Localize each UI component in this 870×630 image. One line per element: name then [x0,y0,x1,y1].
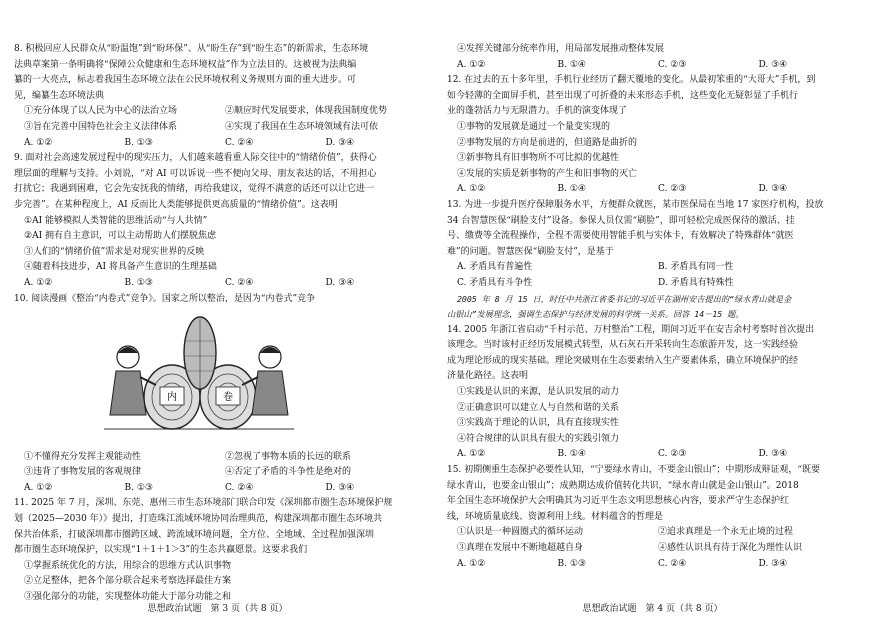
q11-choice: B. ①④ [557,59,586,70]
note-line: 山银山”发展理念，强调生态保护与经济发展的科学统一关系。回答 14－15 题。 [447,309,744,320]
q11-option: ②立足整体，把各个部分联合起来考察选择最佳方案 [24,576,232,587]
q9-choice: A. ①② [24,277,53,288]
q10-option: ②忽视了事物本质的长远的联系 [225,451,352,462]
q14-option: ③实践高于理论的认识，具有直接现实性 [457,418,620,429]
q9-choice: B. ①③ [124,277,153,288]
q11-option: ④发挥关键部分统率作用，用局部发展推动整体发展 [457,44,665,54]
page-footer: 思想政治试题 第 4 页（共 8 页） [582,604,723,614]
q9-option: ①AI 能够模拟人类智能的思维活动“与人共情” [24,215,208,226]
q13-choice: A. 矛盾具有普遍性 [457,262,533,273]
q8-choice: A. ①② [24,137,53,148]
question-11 [14,496,426,605]
comic-label-nei: 内 [167,392,177,404]
q10-choice: C. ②④ [225,482,254,493]
q9-stem-line: 理层面的理解与支持。小刘说，“对 AI 可以诉说一些不便向父母、朋友表达的话，不用担心 [14,168,377,179]
q13-stem-line: 难”的问题。智慧医保“刷脸支付”，是基于 [447,246,614,257]
q11-choice: C. ②③ [658,59,687,70]
q15-choice: D. ③④ [758,558,788,569]
q8-stem-line: 法典草案第一条明确将“保障公众健康和生态环境权益”作为立法目的。这被视为法典编 [14,59,357,70]
q13-choice: B. 矛盾具有同一性 [658,262,734,273]
question-13 [447,198,859,292]
q8-stem-line: 8. 积极回应人民群众从“盼温饱”到“盼环保”、从“盼生存”到“盼生态”的新需求，生态环境 [14,44,369,54]
q12-stem-line: 如今轻薄的全面屏手机，甚至出现了可折叠的未来形态手机，这些变化无疑彰显了手机行 [447,90,799,101]
q8-option: ①充分体现了以人民为中心的法治立场 [24,106,178,117]
q9-choice: D. ③④ [325,277,355,288]
q14-option: ①实践是认识的来源，是认识发展的动力 [457,387,620,398]
q8-stem-line: 见，编纂生态环境法典 [14,90,105,101]
q14-choice: D. ③④ [758,449,788,460]
question-10 [14,292,426,497]
q11-option: ①掌握系统优化的方法，用综合的思维方式认识事物 [24,560,232,571]
q12-stem-line: 12. 在过去的五十多年里，手机行业经历了翻天覆地的变化。从最初笨重的“大哥大”手机，到 [447,75,816,86]
question-12 [447,73,859,198]
q15-stem-line: 绿水青山，也要金山银山”；成熟期达成价值转化共识，“绿水青山就是金山银山”。2018 [447,480,799,491]
q8-stem-line: 纂的一大亮点，标志着我国生态环境立法在公民环境权利义务规则方面的重大进步。可 [14,75,357,86]
q14-choice: C. ②③ [658,449,687,460]
q13-stem-line: 号、缴费等全流程操作，全程不需要使用智能手机与实体卡，有效解决了特殊群体“就医 [447,231,794,242]
q12-option: ④发展的实质是新事物的产生和旧事物的灭亡 [457,168,638,179]
q11-choice: A. ①② [457,59,486,70]
q13-stem-line: 34 台智慧医保“刷脸支付”设备。参保人员仅需“刷脸”，即可轻松完成医保待的激活、挂 [447,215,795,226]
q9-option: ③人们的“情绪价值”需求是对现实世界的反映 [24,246,205,257]
right-column [447,42,859,572]
q10-stem: 10. 阅读漫画《整治“内卷式”竞争》。国家之所以整治，是因为“内卷式”竞争 [14,293,316,304]
question-14 [447,323,859,463]
q13-choice: D. 矛盾具有特殊性 [658,277,734,288]
q11-stem-line: 划（2025—2030 年）》提出，打造珠江流域环境协同治理典范，构建深圳都市圈生态环境共 [14,514,383,525]
q8-choice: D. ③④ [325,137,355,148]
q9-option: ④随着科技进步，AI 将具备产生意识的生理基础 [24,262,217,273]
q10-choice: D. ③④ [325,482,355,493]
q12-choice: C. ②③ [658,184,687,195]
q8-choice: C. ②④ [225,137,254,148]
left-column [14,42,426,606]
q12-option: ③新事物具有旧事物所不可比拟的优越性 [457,153,620,164]
q9-option: ②AI 拥有自主意识，可以主动帮助人们摆脱焦虑 [24,231,216,242]
q14-stem-line: 14. 2005 年浙江省启动“千村示范、万村整治”工程，期间习近平在安吉余村考察时首次提出 [447,324,815,335]
q14-stem-line: 济量化路径。这表明 [447,371,529,382]
q10-choice: A. ①② [24,482,53,493]
q15-option: ③真理在发展中不断地超越自身 [457,543,584,553]
page-4 [435,0,870,630]
comic-illustration [94,311,304,439]
q15-stem-line: 年全国生态环境保护大会明确其为习近平生态文明思想核心内容，要求严守生态保护红 [447,496,790,507]
q14-option: ④符合规律的认识具有很大的实践引领力 [457,433,620,444]
q9-stem-line: 步完善”。在某种程度上，AI 反而比人类能够提供更高质量的“情绪价值”。这表明 [14,199,338,210]
q14-choice: B. ①④ [557,449,586,460]
q8-option: ②顺应时代发展要求，体现我国制度优势 [225,106,388,117]
q10-option: ④否定了矛盾的斗争性是绝对的 [225,467,352,478]
q8-option: ③旨在完善中国特色社会主义法律体系 [24,121,178,132]
q15-option: ④感性认识具有待于深化为理性认识 [658,543,803,553]
q12-stem-line: 业的蓬勃活力与无限潜力。手机的演变体现了 [447,106,628,117]
q15-option: ②追求真理是一个永无止境的过程 [658,527,794,538]
q8-choice: B. ①③ [124,137,153,148]
question-11-continued [447,42,859,73]
q15-stem-line: 15. 初期侧重生态保护必要性认知，“宁要绿水青山，不要金山银山”；中期形成辩证观，“既要 [447,465,820,476]
q10-option: ①不懂得充分发挥主观能动性 [24,451,142,462]
question-15 [447,463,859,572]
q13-choice: C. 矛盾具有斗争性 [457,277,533,288]
q15-choice: A. ①② [457,558,486,569]
material-note [447,292,859,323]
q14-stem-line: 该理念。当时该村正经历发展模式转型，从石灰石开采转向生态旅游开发，这一实践经验 [447,340,799,351]
q9-stem-line: 9. 面对社会高速发展过程中的现实压力，人们越来越看重人际交往中的“情绪价值”，获得心 [14,153,377,164]
q8-option: ④实现了我国在生态环境领域有法可依 [225,121,379,132]
q10-choice: B. ①③ [124,482,153,493]
question-9 [14,151,426,291]
q15-choice: B. ①③ [557,558,586,569]
q15-stem-line: 线，环境质量底线、资源利用上线。材料蕴含的哲理是 [447,511,664,522]
q9-stem-line: 打扰它；我遇到困难，它会先安抚我的情绪，再给我建议，觉得不满意的话还可以让它进一 [14,184,375,195]
q14-stem-line: 成为理论形成的现实基础。理论突破则在生态要素纳入生产要素体系，确立环境保护的经 [447,355,799,366]
q12-option: ②事物发展的方向是前进的，但道路是曲折的 [457,137,638,148]
q11-choice: D. ③④ [758,59,788,70]
q11-option: ③强化部分的功能，实现整体功能大于部分功能之和 [24,592,232,603]
q14-choice: A. ①② [457,449,486,460]
q12-choice: A. ①② [457,184,486,195]
q13-stem-line: 13. 为进一步提升医疗保障服务水平，方便群众就医，某市医保局在当地 17 家医疗机构，投放 [447,199,824,210]
comic-label-juan: 卷 [223,392,233,404]
q12-choice: B. ①④ [557,184,586,195]
q12-option: ①事物的发展就是通过一个量变实现的 [457,121,611,132]
q11-stem-line: 保共治体系，打破深圳都市圈跨区域、跨流域环境问题，全方位、全地域、全过程加强深圳 [14,529,375,540]
q11-stem-line: 都市圈生态环境保护，以实现“1＋1＋1＞3”的生态共赢愿景。这要求我们 [14,545,308,556]
q15-option: ①认识是一种圆圈式的循环运动 [457,527,584,538]
page-footer: 思想政治试题 第 3 页（共 8 页） [147,604,288,614]
q11-stem-line: 11. 2025 年 7 月，深圳、东莞、惠州三市生态环境部门联合印发《深圳都市圈生态环境保护规 [14,498,393,509]
q10-option: ③违背了事物发展的客观规律 [24,467,142,478]
central-disc [184,317,216,389]
q9-choice: C. ②④ [225,277,254,288]
q14-option: ②正确意识可以建立人与自然和谐的关系 [457,402,620,413]
question-8 [14,42,426,151]
q12-choice: D. ③④ [758,184,788,195]
q15-choice: C. ②④ [658,558,687,569]
note-line: 2005 年 8 月 15 日，时任中共浙江省委书记的习近平在湖州安吉提出的“绿水青山就是金 [457,293,792,304]
